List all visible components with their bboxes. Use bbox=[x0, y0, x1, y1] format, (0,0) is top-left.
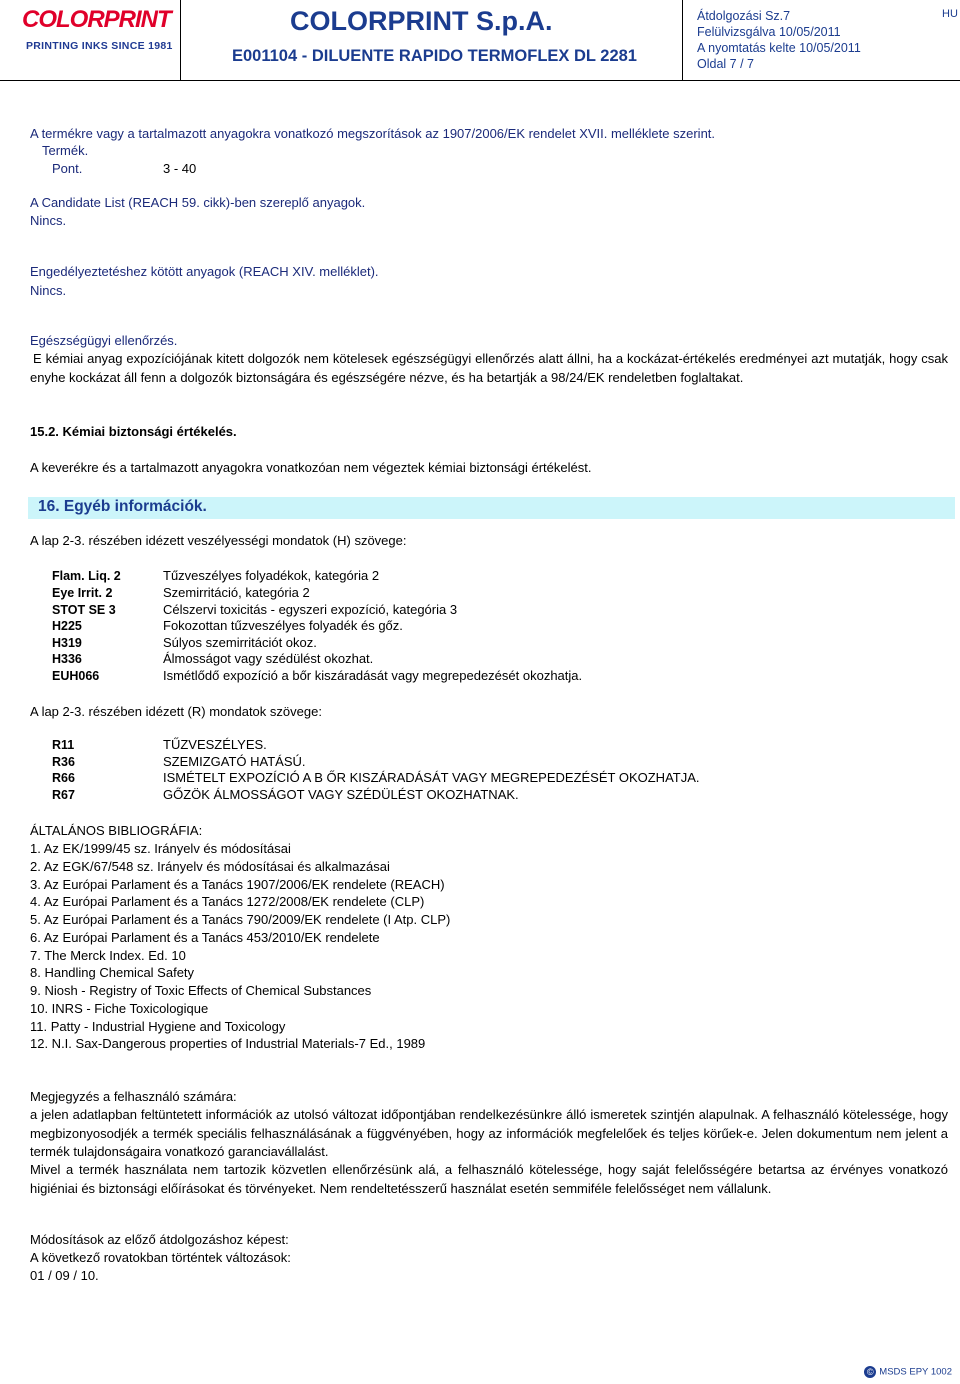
bibliography-item: 3. Az Európai Parlament és a Tanács 1907/2006/EK rendelete (REACH) bbox=[30, 877, 445, 892]
changes-value: 01 / 09 / 10. bbox=[30, 1268, 99, 1283]
r-code: R36 bbox=[52, 755, 75, 769]
language-code: HU bbox=[942, 8, 958, 20]
company-logo: COLORPRINT bbox=[22, 6, 171, 33]
msds-code: MSDS EPY 1002 bbox=[879, 1366, 952, 1378]
h-text: Szemirritáció, kategória 2 bbox=[163, 585, 310, 600]
bibliography-item: 7. The Merck Index. Ed. 10 bbox=[30, 948, 186, 963]
bibliography-item: 9. Niosh - Registry of Toxic Effects of Chemical Substances bbox=[30, 983, 372, 998]
section-15-2-text: A keverékre és a tartalmazott anyagokra vonatkozóan nem végeztek kémiai biztonsági értékelést. bbox=[30, 460, 592, 475]
h-code: H319 bbox=[52, 636, 82, 650]
h-statements-intro: A lap 2-3. részében idézett veszélyességi mondatok (H) szövege: bbox=[30, 533, 407, 548]
h-text: Álmosságot vagy szédülést okozhat. bbox=[163, 651, 374, 666]
h-code: STOT SE 3 bbox=[52, 603, 116, 617]
r-text: ISMÉTELT EXPOZÍCIÓ A B ŐR KISZÁRADÁSÁT VAGY MEGREPEDEZÉSÉT OKOZHATJA. bbox=[163, 770, 700, 785]
authorisation-value: Nincs. bbox=[30, 283, 67, 298]
header-divider bbox=[180, 0, 181, 80]
bibliography-item: 5. Az Európai Parlament és a Tanács 790/2009/EK rendelete (I Atp. CLP) bbox=[30, 912, 451, 927]
bibliography-item: 1. Az EK/1999/45 sz. Irányelv és módosításai bbox=[30, 841, 291, 856]
bibliography-item: 8. Handling Chemical Safety bbox=[30, 965, 195, 980]
candidate-list-value: Nincs. bbox=[30, 213, 67, 228]
bibliography-item: 10. INRS - Fiche Toxicologique bbox=[30, 1001, 209, 1016]
company-name: COLORPRINT S.p.A. bbox=[290, 6, 553, 36]
revision-info bbox=[697, 8, 861, 72]
h-text: Célszervi toxicitás - egyszeri expozíció, kategória 3 bbox=[163, 602, 458, 617]
changes-title: Módosítások az előző átdolgozáshoz képest: bbox=[30, 1232, 289, 1247]
copyright-icon: © bbox=[864, 1366, 876, 1378]
user-note-paragraph: Mivel a termék használata nem tartozik közvetlen ellenőrzésünk alá, a felhasználó kötelessége, hogy saját felelősségére betartsa az érvényes vonatkozó higiéniai és biztonsági előírásokat és törvényeket. Nem rendeltetésszerű használat esetén semmiféle felelősséget nem vállalunk. bbox=[30, 1162, 948, 1196]
h-code: H225 bbox=[52, 619, 82, 633]
bibliography-item: 6. Az Európai Parlament és a Tanács 453/2010/EK rendelete bbox=[30, 930, 380, 945]
h-code: Eye Irrit. 2 bbox=[52, 586, 113, 600]
h-text: Súlyos szemirritációt okoz. bbox=[163, 635, 317, 650]
product-name: E001104 - DILUENTE RAPIDO TERMOFLEX DL 2281 bbox=[232, 47, 637, 65]
document-header bbox=[0, 0, 960, 81]
bibliography-item: 2. Az EGK/67/548 sz. Irányelv és módosításai és alkalmazásai bbox=[30, 859, 390, 874]
bibliography-title: ÁLTALÁNOS BIBLIOGRÁFIA: bbox=[30, 823, 203, 838]
header-divider bbox=[682, 0, 683, 80]
section-16-title: 16. Egyéb információk. bbox=[38, 498, 207, 515]
r-statements-intro: A lap 2-3. részében idézett (R) mondatok szövege: bbox=[30, 704, 322, 719]
user-note-paragraph: a jelen adatlapban feltüntetett információk az utolsó változat időpontjában rendelkezésünkre álló ismeretek szintjén alapulnak. A felhasználó kötelessége, hogy megbizonyosodjék a termék speciális felhasználásának a függvényében, hogy az információk megfelelőek és teljes körűek-e. Jelen dokumentum nem jelent a termék tulajdonságaira vonatkozó garanciavállalást. bbox=[30, 1107, 948, 1159]
h-text: Tűzveszélyes folyadékok, kategória 2 bbox=[163, 568, 380, 583]
bibliography-item: 4. Az Európai Parlament és a Tanács 1272/2008/EK rendelete (CLP) bbox=[30, 894, 425, 909]
r-code: R67 bbox=[52, 788, 75, 802]
review-date: Felülvizsgálva 10/05/2011 bbox=[697, 25, 841, 39]
bibliography-item: 11. Patty - Industrial Hygiene and Toxicology bbox=[30, 1019, 286, 1034]
health-surveillance-text: E kémiai anyag expozíciójának kitett dolgozók nem kötelesek egészségügyi ellenőrzés alatt állni, ha a kockázat-értékelés eredményei azt mutatják, hogy csak enyhe kockázat áll fenn a dolgozók biztonságára és egészségére nézve, és ha betartják a 98/24/EK rendeletben foglaltakat. bbox=[30, 351, 948, 385]
r-text: SZEMIZGATÓ HATÁSÚ. bbox=[163, 754, 306, 769]
h-code: H336 bbox=[52, 652, 82, 666]
page-number: Oldal 7 / 7 bbox=[697, 57, 754, 71]
restrictions-heading: A termékre vagy a tartalmazott anyagokra vonatkozó megszorítások az 1907/2006/EK rendelet XVII. melléklete szerint. bbox=[30, 126, 716, 141]
r-text: GŐZÖK ÁLMOSSÁGOT VAGY SZÉDÜLÉST OKOZHATNAK. bbox=[163, 787, 519, 802]
revision-number: Átdolgozási Sz.7 bbox=[697, 9, 791, 23]
h-code: EUH066 bbox=[52, 669, 100, 683]
r-text: TŰZVESZÉLYES. bbox=[163, 737, 267, 752]
print-date: A nyomtatás kelte 10/05/2011 bbox=[697, 41, 861, 55]
point-label: Pont. bbox=[52, 161, 83, 176]
h-text: Ismétlődő expozíció a bőr kiszáradását vagy megrepedezését okozhatja. bbox=[163, 668, 583, 683]
candidate-list-heading: A Candidate List (REACH 59. cikk)-ben szereplő anyagok. bbox=[30, 195, 366, 210]
r-code: R66 bbox=[52, 771, 75, 785]
logo-tagline: PRINTING INKS SINCE 1981 bbox=[26, 40, 173, 52]
h-code: Flam. Liq. 2 bbox=[52, 569, 121, 583]
point-value: 3 - 40 bbox=[163, 161, 197, 176]
section-15-2-title: 15.2. Kémiai biztonsági értékelés. bbox=[30, 424, 237, 439]
section-16-banner bbox=[28, 497, 955, 519]
h-text: Fokozottan tűzveszélyes folyadék és gőz. bbox=[163, 618, 403, 633]
user-note-title: Megjegyzés a felhasználó számára: bbox=[30, 1089, 237, 1104]
document-footer bbox=[864, 1366, 952, 1378]
changes-line: A következő rovatokban történtek változások: bbox=[30, 1250, 291, 1265]
r-code: R11 bbox=[52, 738, 75, 752]
authorisation-heading: Engedélyeztetéshez kötött anyagok (REACH XIV. melléklet). bbox=[30, 264, 379, 279]
product-label: Termék. bbox=[42, 143, 89, 158]
health-surveillance-heading: Egészségügyi ellenőrzés. bbox=[30, 333, 178, 348]
bibliography-item: 12. N.I. Sax-Dangerous properties of Industrial Materials-7 Ed., 1989 bbox=[30, 1036, 426, 1051]
